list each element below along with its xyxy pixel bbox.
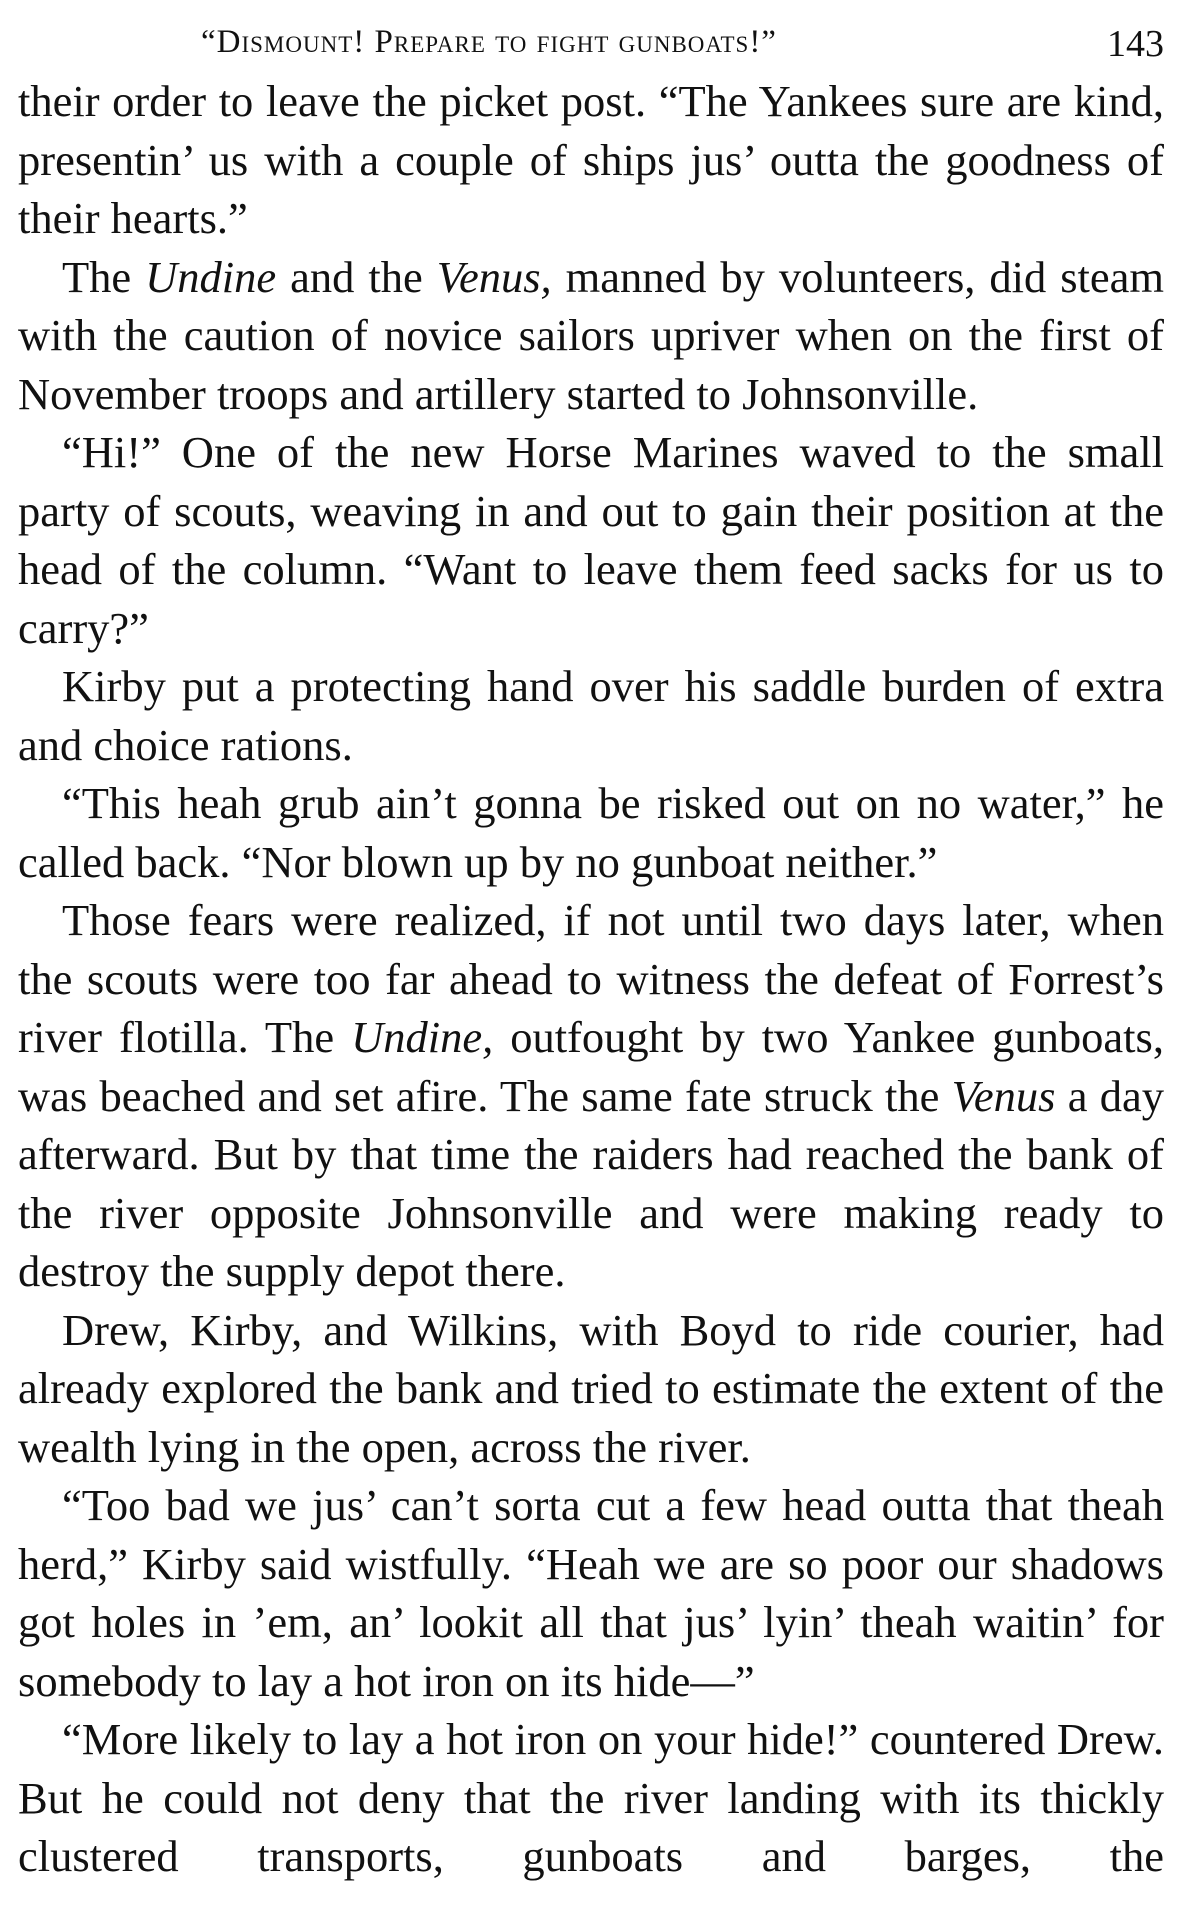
paragraph: “This heah grub ain’t gonna be risked out on no water,” he called back. “Nor blown up by no gunboat neither.”	[18, 778, 1164, 887]
text-run: manned by volunteers, did steam with the caution of novice sailors upriver when on the first of November troops and artillery started to Johnsonville.	[18, 251, 1164, 419]
paragraph	[18, 248, 1164, 424]
text-run: and the	[276, 251, 437, 302]
paragraph: “Hi!” One of the new Horse Marines waved to the small party of scouts, weaving in and out to gain their position at the head of the column. “Want to leave them feed sacks for us to carry?”	[18, 427, 1164, 653]
running-head: “Dismount! Prepare to fight gunboats!”	[201, 24, 777, 60]
paragraph	[18, 891, 1164, 1301]
text-run: The	[62, 251, 146, 302]
text-run: Those fears were realized, if not until two days later, when the scouts were too far ahead to witness the defeat of Forrest’s river flotilla. The	[18, 895, 1164, 1062]
paragraph: Drew, Kirby, and Wilkins, with Boyd to ride courier, had already explored the bank and tried to estimate the extent of the wealth lying in the open, across the river.	[18, 1304, 1164, 1472]
body-text	[18, 72, 1164, 1886]
book-page	[18, 16, 1164, 1896]
text-run: outfought by two Yankee gunboats, was beached and set afire. The same fate struck the	[18, 1012, 1164, 1121]
paragraph: “Too bad we jus’ can’t sorta cut a few head outta that theah herd,” Kirby said wistfully. “Heah we are so poor our shadows got holes in ’em, an’ lookit all that jus’ lyin’ theah waitin’ for somebody to lay a hot iron on its hide—”	[18, 1480, 1164, 1706]
paragraph-continued: their order to leave the picket post. “The Yankees sure are kind, presentin’ us with a couple of ships jus’ outta the goodness of their hearts.”	[18, 76, 1164, 243]
ship-name: Undine,	[351, 1012, 494, 1062]
text-run: a day afterward. But by that time the raiders had reached the bank of the river opposite Johnsonville and were making ready to destroy the supply depot there.	[18, 1070, 1164, 1296]
ship-name: Undine	[145, 251, 277, 302]
page-header	[18, 16, 1164, 80]
ship-name: Venus,	[436, 251, 552, 302]
page-number: 143	[1107, 23, 1164, 65]
paragraph: “More likely to lay a hot iron on your hide!” countered Drew. But he could not deny that the river landing with its thickly clustered transports, gunboats and barges, the	[18, 1714, 1164, 1881]
paragraph: Kirby put a protecting hand over his saddle burden of extra and choice rations.	[18, 661, 1164, 770]
ship-name: Venus	[951, 1070, 1056, 1121]
